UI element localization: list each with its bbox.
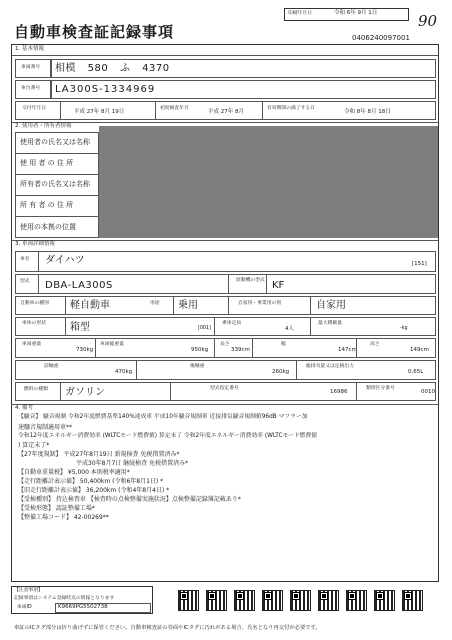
remark-line: 【旧走行距離計表示値】 36,200km (令和4年8月4日) *: [18, 487, 170, 494]
document-title: 自動車検査証記録事項: [14, 23, 175, 41]
use-label: 用途: [150, 301, 160, 306]
remark-line: 【騒音】 騒音規制 令和2年度燃費基準140%達成車 平成10年騒音規制車 近接排気騒音規制値96dB マフラー加: [18, 414, 308, 420]
expiry-label: 有効期間の満了する日: [267, 106, 315, 111]
body-code: [001]: [198, 326, 211, 331]
remark-line: 【受検種別】 持込検査車 【検査時の点検整備実施状況】点検整備記録簿記載あり*: [18, 496, 241, 503]
remark-line: 平成30年8月7日 継続検査 免税措置済み*: [76, 460, 189, 467]
class-number-label: 類別区分番号: [366, 386, 395, 391]
qr-code-2: [206, 590, 227, 611]
weight-label: 車両重量: [22, 342, 42, 347]
bottom-note: 車証のICタグ部分は折り曲げずに保管ください。自動車検査証の券面やICタグに汚れがある場合、氏名となり再交付が必要です。: [14, 625, 321, 631]
length-label: 長さ: [220, 342, 230, 347]
engine-label: 原動機の型式: [236, 278, 265, 283]
vehicle-weight: 730kg: [76, 347, 94, 353]
model: DBA-LA300S: [45, 280, 113, 291]
type-number: 16986: [330, 389, 348, 395]
type-number-label: 型式指定番号: [210, 386, 239, 391]
issued-date: 平成 27年 8月 19日: [74, 109, 125, 115]
expiry-date: 令和 8年 8月 18日: [344, 109, 391, 115]
length: 339cm: [231, 347, 250, 353]
remark-line: 【27年度規制】 平成27年8月19日 新規検査 免税措置済み*: [18, 451, 180, 458]
user-name-label: 使用者の氏名又は名称: [20, 138, 90, 146]
max-load: -kg: [400, 326, 408, 331]
remark-line: 速騒音規制適用車**: [18, 424, 73, 431]
height-label: 高さ: [370, 342, 380, 347]
gross-weight-label: 車両総重量: [100, 342, 124, 347]
ic-value: K9669PG5502738: [58, 604, 108, 610]
remark-line: ) 算定未了*: [18, 442, 50, 449]
engine-model: KF: [272, 280, 285, 291]
notice-title: 【注意事項】: [14, 588, 43, 593]
body-shape: 箱型: [70, 322, 90, 333]
body-label: 車体の形状: [22, 321, 46, 326]
height: 149cm: [410, 347, 429, 353]
qr-code-6: [318, 590, 339, 611]
first-reg-label: 初度検査年月: [160, 106, 189, 111]
category-label: 自動車の種別: [20, 301, 49, 306]
reg-number-label: 車両番号: [21, 65, 41, 70]
displacement-label: 総排気量又は定格出力: [306, 364, 354, 369]
rear-axle-label: 後軸重: [190, 364, 205, 369]
front-axle-weight: 470kg: [115, 369, 133, 375]
class-number: 0010: [421, 389, 435, 395]
capacity: 4人: [285, 326, 294, 332]
handwritten-mark: 90: [418, 12, 438, 30]
user-address-label: 使 用 者 の 住 所: [20, 159, 74, 167]
remark-line: 【自動車重量税】 ¥5,000 本則税率適用*: [18, 469, 130, 476]
qr-code-9: [402, 590, 423, 611]
gross-weight: 950kg: [191, 347, 209, 353]
capacity-label: 乗車定員: [222, 321, 242, 326]
reg-number: 相模 580 ふ 4370: [55, 63, 170, 74]
first-reg-date: 平成 27年 8月: [208, 109, 244, 115]
owner-address-label: 所 有 者 の 住 所: [20, 201, 74, 209]
maker-label: 車名: [20, 257, 30, 262]
use-type: 乗用: [178, 300, 198, 311]
owner-name-label: 所有者の氏名又は名称: [20, 180, 90, 188]
section-remarks-heading: 4. 備考: [15, 405, 33, 411]
fuel-label: 燃料の種類: [24, 387, 48, 392]
section-owner-heading: 2. 使用者・所有者情報: [15, 123, 72, 129]
vin-label: 車台番号: [21, 86, 41, 91]
width-label: 幅: [281, 342, 286, 347]
ic-label: 車両ID: [17, 605, 32, 610]
maker-name: ダイハツ: [45, 255, 85, 266]
axle-row: [15, 360, 436, 380]
section-basic-heading: 1. 基本情報: [15, 46, 44, 52]
fuel-type: ガソリン: [65, 387, 105, 398]
qr-code-7: [346, 590, 367, 611]
displacement: 0.65L: [408, 369, 424, 375]
remark-line: 【走行距離計表示値】 50,400km (令和6年8月1日) *: [18, 478, 164, 485]
purpose-label: 自家用・事業用の別: [238, 301, 282, 306]
qr-code-1: [178, 590, 199, 611]
qr-code-5: [290, 590, 311, 611]
qr-code-3: [234, 590, 255, 611]
max-load-label: 最大積載量: [318, 321, 342, 326]
redacted-owner-info: [99, 126, 438, 238]
front-axle-label: 前軸重: [44, 364, 59, 369]
vehicle-category: 軽自動車: [70, 300, 110, 311]
base-location-label: 使用の本拠の位置: [20, 223, 76, 231]
document-number: 0406240097001: [352, 34, 410, 42]
issued-label: 交付年月日: [22, 106, 46, 111]
remark-line: 令和12年度エネルギー消費効率 (WLTCモード燃費値) 算定未了 令和2年度エネルギー消費効率 (WLTCモード燃費値: [18, 433, 318, 439]
purpose: 自家用: [316, 300, 346, 311]
remark-line: 【受検形態】 認証整備工場*: [18, 505, 95, 512]
section-vehicle-heading: 3. 車両詳細情報: [15, 241, 55, 247]
qr-code-8: [374, 590, 395, 611]
issue-date-label: 印刷年月日: [288, 11, 312, 16]
model-label: 型式: [20, 279, 30, 284]
width: 147cm: [338, 347, 357, 353]
qr-code-4: [262, 590, 283, 611]
vin: LA300S-1334969: [55, 84, 156, 95]
issue-date: 令和 6年 9月 1日: [334, 10, 378, 16]
rear-axle-weight: 260kg: [272, 369, 290, 375]
notice-text: 記録事項はシステム登録時点の情報となります: [14, 596, 115, 601]
remark-line: 【整備工場コード】 42-00269**: [18, 514, 109, 521]
maker-code: [151]: [412, 261, 427, 267]
